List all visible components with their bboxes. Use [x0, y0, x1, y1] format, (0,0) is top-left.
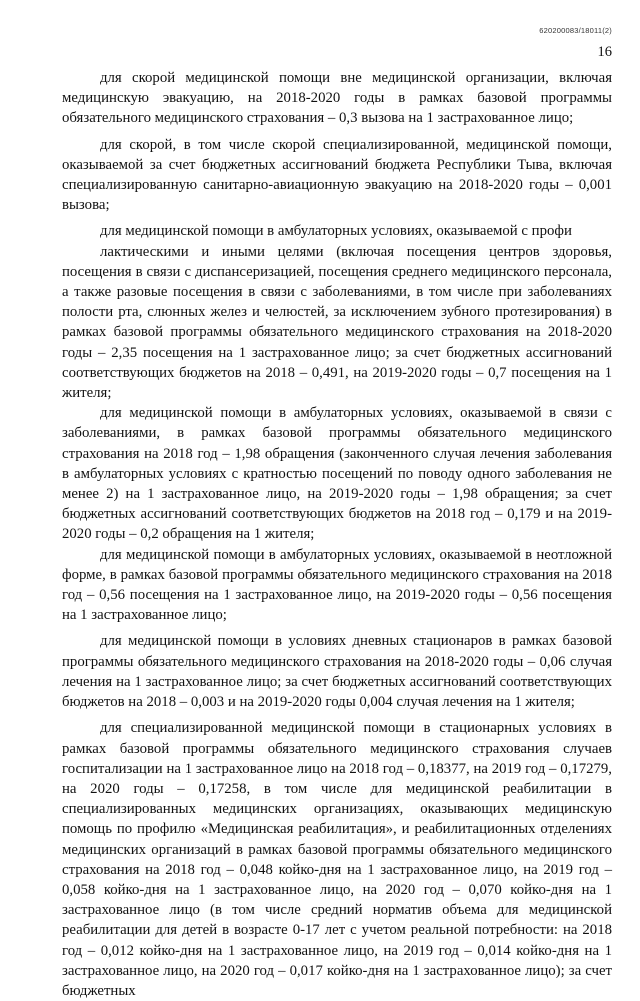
paragraph-outpatient-preventive: лактическими и иными целями (включая посещения центров здоровья, посещения в связи с диспансеризацией, посещения среднего медицинского персонала, а также разовые посещения в связи с заболеваниями, в том числе при заболеваниях полости рта, слюнных желез и челюстей, за исключением зубного протезирования) в рамках базовой программы обязательного медицинского страхования на 2018-2020 годы – 2,35 посещения на 1 застрахованное лицо; за счет бюджетных ассигнований соответствующих бюджетов на 2018 – 0,491, на 2019-2020 годы – 0,7 посещения на 1 жителя; — [62, 243, 612, 402]
paragraph-inpatient: для специализированной медицинской помощи в стационарных условиях в рамках базовой программы обязательного медицинского страхования случаев госпитализации на 1 застрахованное лицо на 2018 год – 0,18377, на 2019 год – 0,17279, на 2020 годы – 0,17258, в том числе для медицинской реабилитации в специализированных медицинских организациях, оказывающих медицинскую помощь по профилю «Медицинская реабилитация», и реабилитационных отделениях медицинских организаций в рамках базовой программы обязательного медицинского страхования на 2018 год – 0,048 койко-дня на 1 застрахованное лицо, на 2019 год – 0,058 койко-дня на 1 застрахованное лицо, на 2020 год – 0,070 койко-дня на 1 застрахованное лицо (в том числе средний норматив объема для медицинской реабилитации для детей в возрасте 0-17 лет с учетом реальной потребности: на 2018 год – 0,012 койко-дня на 1 застрахованное лицо, на 2019 год – 0,014 койко-дня на 1 застрахованное лицо, на 2020 год – 0,017 койко-дня на 1 застрахованное лицо); за счет бюджетных — [62, 720, 612, 999]
paragraph-outpatient-preventive-intro: для медицинской помощи в амбулаторных условиях, оказываемой с профи — [100, 223, 572, 240]
document-body — [62, 68, 612, 1001]
paragraph-ambulance-outside: для скорой медицинской помощи вне медицинской организации, включая медицинскую эвакуацию, на 2018-2020 годы в рамках базовой программы обязательного медицинского страхования – 0,3 вызова на 1 застрахованное лицо; — [62, 70, 612, 127]
document-code: 620200083/18011(2) — [539, 26, 612, 35]
paragraph-outpatient-disease: для медицинской помощи в амбулаторных условиях, оказываемой в связи с заболеваниями, в рамках базовой программы обязательного медицинского страхования на 2018 год – 1,98 обращения (законченного случая лечения заболевания в амбулаторных условиях с кратностью посещений по поводу одного заболевания не менее 2) на 1 застрахованное лицо, на 2019-2020 годы – 1,98 обращения; за счет бюджетных ассигнований соответствующих бюджетов на 2018 год – 0,179 и на 2019-2020 годы – 0,2 обращения на 1 жителя; — [62, 405, 612, 543]
paragraph-day-hospital: для медицинской помощи в условиях дневных стационаров в рамках базовой программы обязательного медицинского страхования на 2018-2020 годы – 0,06 случая лечения на 1 застрахованное лицо; за счет бюджетных ассигнований соответствующих бюджетов на 2018 – 0,003 и на 2019-2020 годы 0,004 случая лечения на 1 жителя; — [62, 633, 612, 711]
page-number: 16 — [597, 44, 612, 60]
paragraph-outpatient-urgent: для медицинской помощи в амбулаторных условиях, оказываемой в неотложной форме, в рамках базовой программы обязательного медицинского страхования на 2018 год – 0,56 посещения на 1 застрахованное лицо, на 2019-2020 годы – 0,56 посещения на 1 застрахованное лицо; — [62, 546, 612, 624]
paragraph-specialized-ambulance: для скорой, в том числе скорой специализированной, медицинской помощи, оказываемой за счет бюджетных ассигнований бюджета Республики Тыва, включая специализированную санитарно-авиационную эвакуацию на 2018-2020 годы – 0,001 вызова; — [62, 136, 612, 214]
